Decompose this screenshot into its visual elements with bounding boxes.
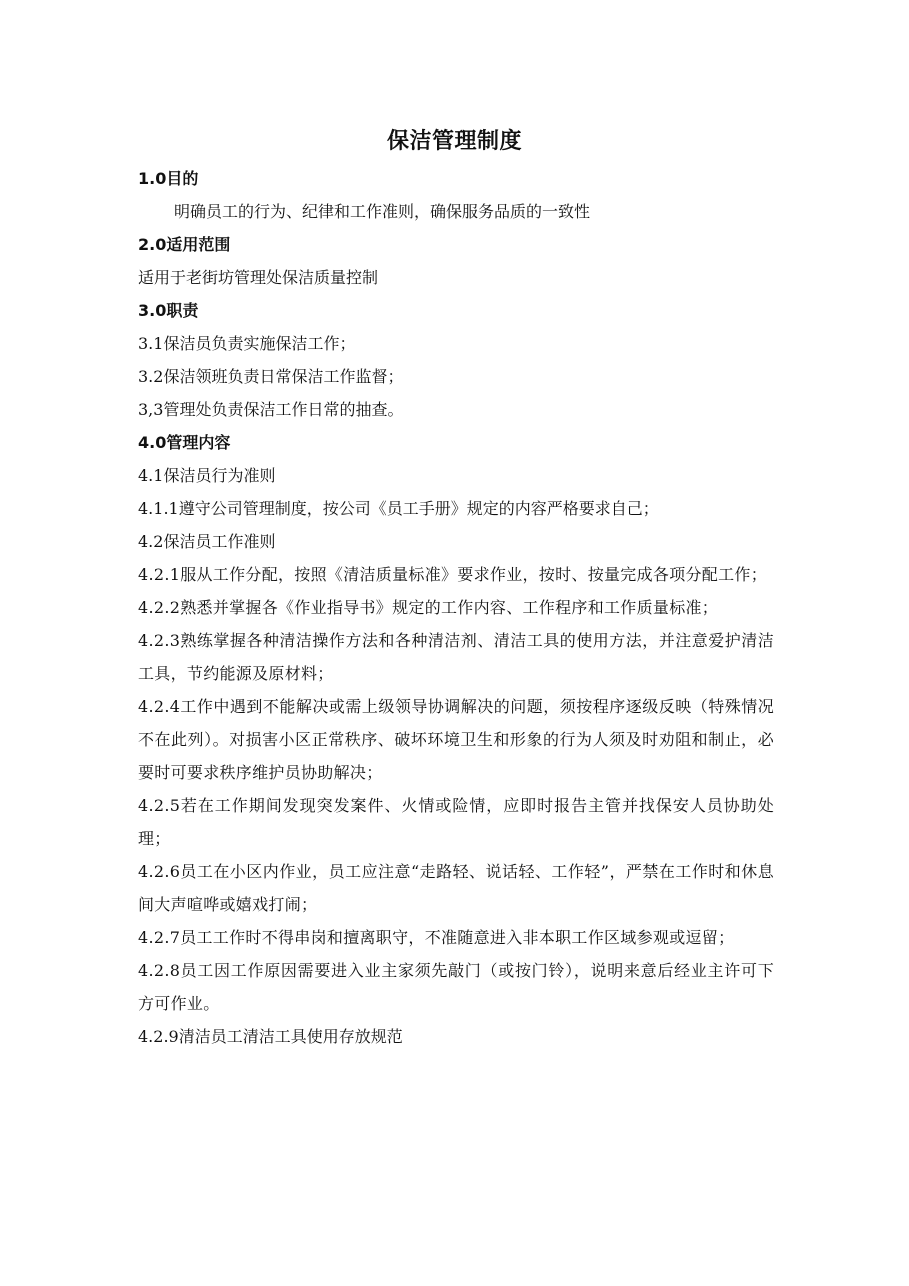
scope-text: 适用于老街坊管理处保洁质量控制	[138, 268, 379, 287]
section-heading-scope: 2.0适用范围	[138, 235, 231, 254]
duty-item: 3,3管理处负责保洁工作日常的抽查。	[138, 400, 404, 419]
rule-item: 4.2.9清洁员工清洁工具使用存放规范	[138, 1027, 403, 1046]
section-heading-purpose: 1.0目的	[138, 169, 199, 188]
rule-item: 4.1.1遵守公司管理制度，按公司《员工手册》规定的内容严格要求自己；	[138, 499, 659, 518]
rule-item: 4.2.6员工在小区内作业，员工应注意“走路轻、说话轻、工作轻”，严禁在工作时和休息间大声喧哗或嬉戏打闹；	[138, 862, 774, 914]
duty-item: 3.1保洁员负责实施保洁工作；	[138, 334, 356, 353]
rule-item: 4.2.8员工因工作原因需要进入业主家须先敲门（或按门铃），说明来意后经业主许可下方可作业。	[138, 961, 774, 1013]
section-heading-duties: 3.0职责	[138, 301, 199, 320]
purpose-text: 明确员工的行为、纪律和工作准则，确保服务品质的一致性	[174, 202, 591, 221]
rule-item: 4.2.1服从工作分配，按照《清洁质量标准》要求作业，按时、按量完成各项分配工作；	[138, 565, 768, 584]
document-title: 保洁管理制度	[386, 129, 522, 154]
rule-item: 4.2.3熟练掌握各种清洁操作方法和各种清洁剂、清洁工具的使用方法，并注意爱护清洁工具，节约能源及原材料；	[138, 631, 774, 683]
rule-item: 4.2.5若在工作期间发现突发案件、火情或险情，应即时报告主管并找保安人员协助处理；	[138, 796, 774, 848]
subsection-heading: 4.2保洁员工作准则	[138, 532, 276, 551]
subsection-heading: 4.1保洁员行为准则	[138, 466, 276, 485]
rule-item: 4.2.7员工工作时不得串岗和擅离职守，不准随意进入非本职工作区域参观或逗留；	[138, 928, 735, 947]
rule-item: 4.2.4工作中遇到不能解决或需上级领导协调解决的问题，须按程序逐级反映（特殊情况不在此列）。对损害小区正常秩序、破坏环境卫生和形象的行为人须及时劝阻和制止，必要时可要求秩序维护员协助解决；	[138, 697, 774, 782]
rule-item: 4.2.2熟悉并掌握各《作业指导书》规定的工作内容、工作程序和工作质量标准；	[138, 598, 719, 617]
document-body	[138, 162, 774, 1053]
duty-item: 3.2保洁领班负责日常保洁工作监督；	[138, 367, 404, 386]
section-heading-management: 4.0管理内容	[138, 433, 231, 452]
